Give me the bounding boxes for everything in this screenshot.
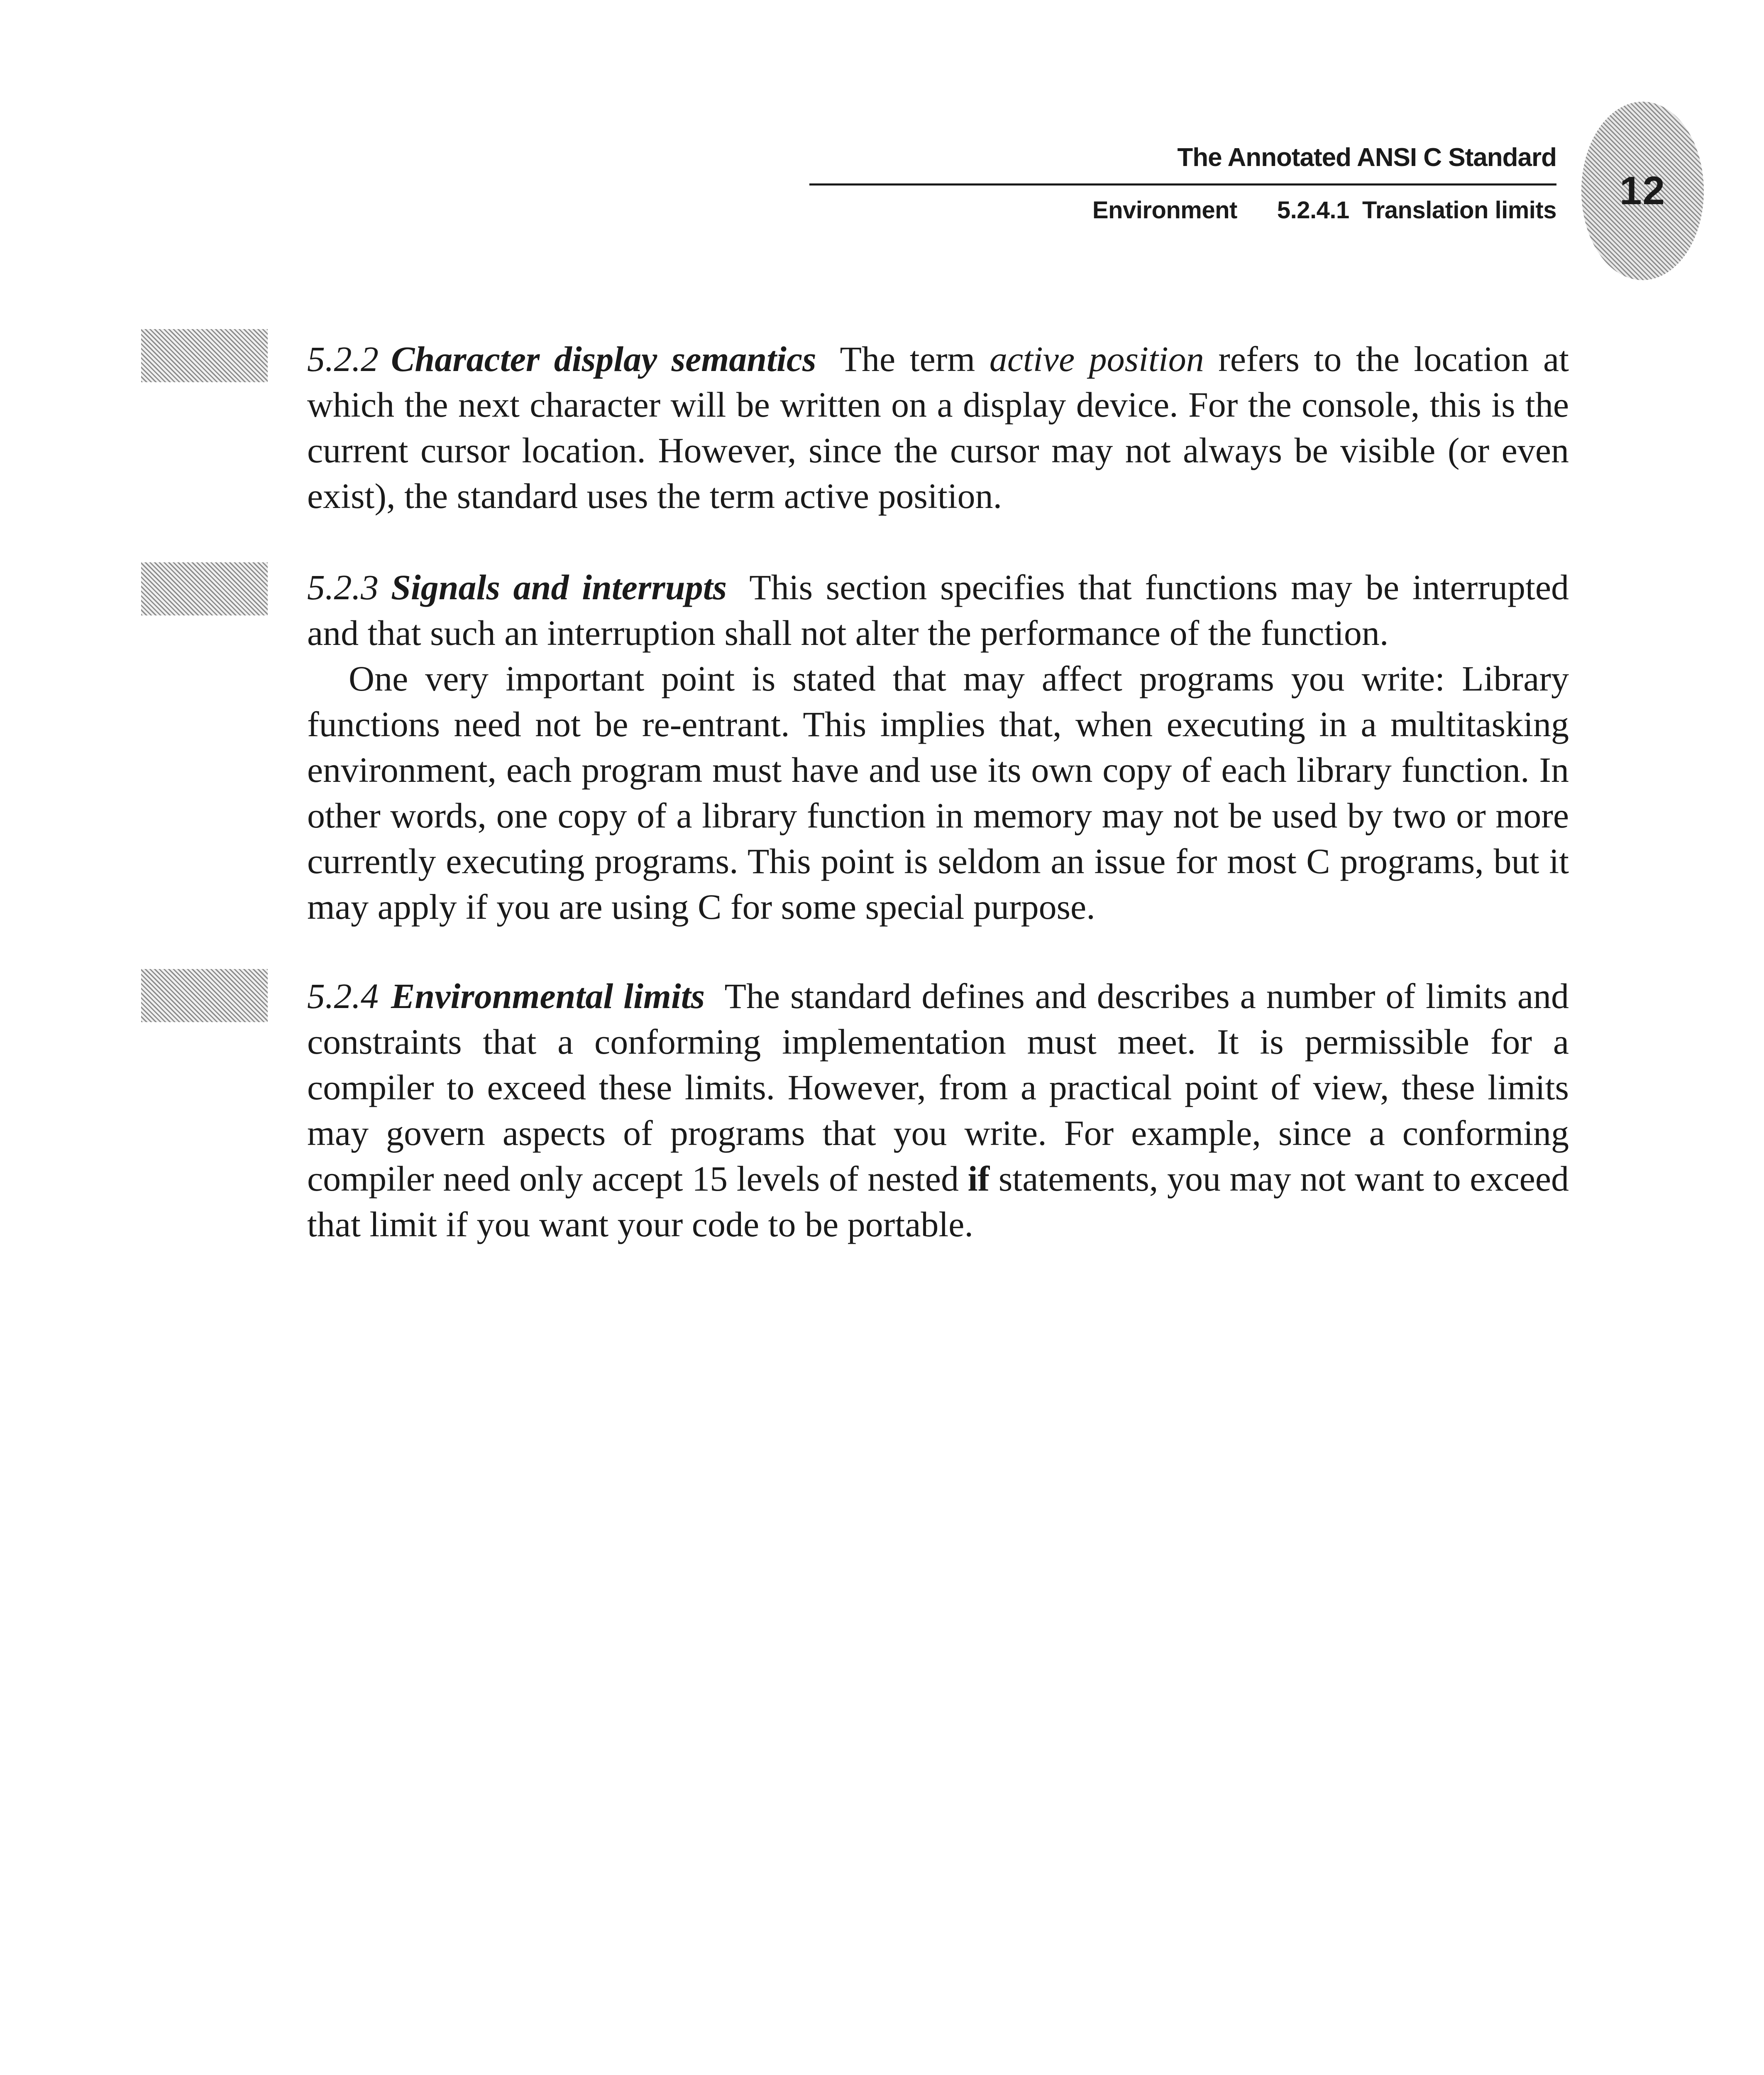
section-text: statements, you may not want to exceed that limit if you want your code to be portable. xyxy=(307,1159,1569,1244)
section-text: The standard defines and describes a number of limits and constraints that a conforming implementation must meet. It is permissible for a compiler to exceed these limits. However, from a practical point of view, these limits may govern aspects of programs that you write. For example, since a conforming compiler need only accept 15 levels of nested xyxy=(307,976,1569,1199)
chapter-number: 12 xyxy=(1620,168,1666,213)
section-number: 5.2.4 xyxy=(307,976,379,1016)
section-paragraph xyxy=(307,564,1569,656)
margin-marker-5-2-3 xyxy=(141,562,268,615)
running-header xyxy=(809,141,1556,225)
section-text: This section specifies that functions may be interrupted and that such an interruption shall not alter the performance of the function. xyxy=(307,567,1569,653)
section-5-2-2 xyxy=(307,336,1569,519)
margin-marker-5-2-4 xyxy=(141,969,268,1022)
header-rule xyxy=(809,183,1556,186)
section-paragraph xyxy=(307,336,1569,519)
section-paragraph xyxy=(307,973,1569,1247)
section-text: The term xyxy=(826,339,990,379)
margin-marker-5-2-2 xyxy=(141,329,268,382)
section-title: Environmental limits xyxy=(391,976,705,1016)
section-number: 5.2.3 xyxy=(307,567,379,607)
chapter-tab xyxy=(1581,102,1704,280)
section-title: Signals and interrupts xyxy=(391,567,727,607)
header-subline xyxy=(809,195,1556,225)
chapter-environment-label: Environment xyxy=(1092,197,1237,224)
section-number: 5.2.2 xyxy=(307,339,379,379)
section-5-2-4 xyxy=(307,973,1569,1247)
section-text: refers to the location at which the next character will be written on a display device. For the console, this is the current cursor location. However, since the cursor may not always be visible (or even exist), the standard uses the term active position. xyxy=(307,339,1569,516)
keyword-if: if xyxy=(968,1159,990,1199)
section-text-emphasis: active position xyxy=(989,339,1204,379)
section-5-2-3 xyxy=(307,564,1569,930)
book-title: The Annotated ANSI C Standard xyxy=(1177,143,1556,172)
section-title: Character display semantics xyxy=(391,339,816,379)
section-paragraph: One very important point is stated that may affect programs you write: Library functions need not be re-entrant. This implies that, when executing in a multitasking environment, each program must have and use its own copy of each library function. In other words, one copy of a library function in memory may not be used by two or more currently executing programs. This point is seldom an issue for most C programs, but it may apply if you are using C for some special purpose. xyxy=(307,659,1569,927)
running-section-label: 5.2.4.1 Translation limits xyxy=(1277,197,1556,224)
